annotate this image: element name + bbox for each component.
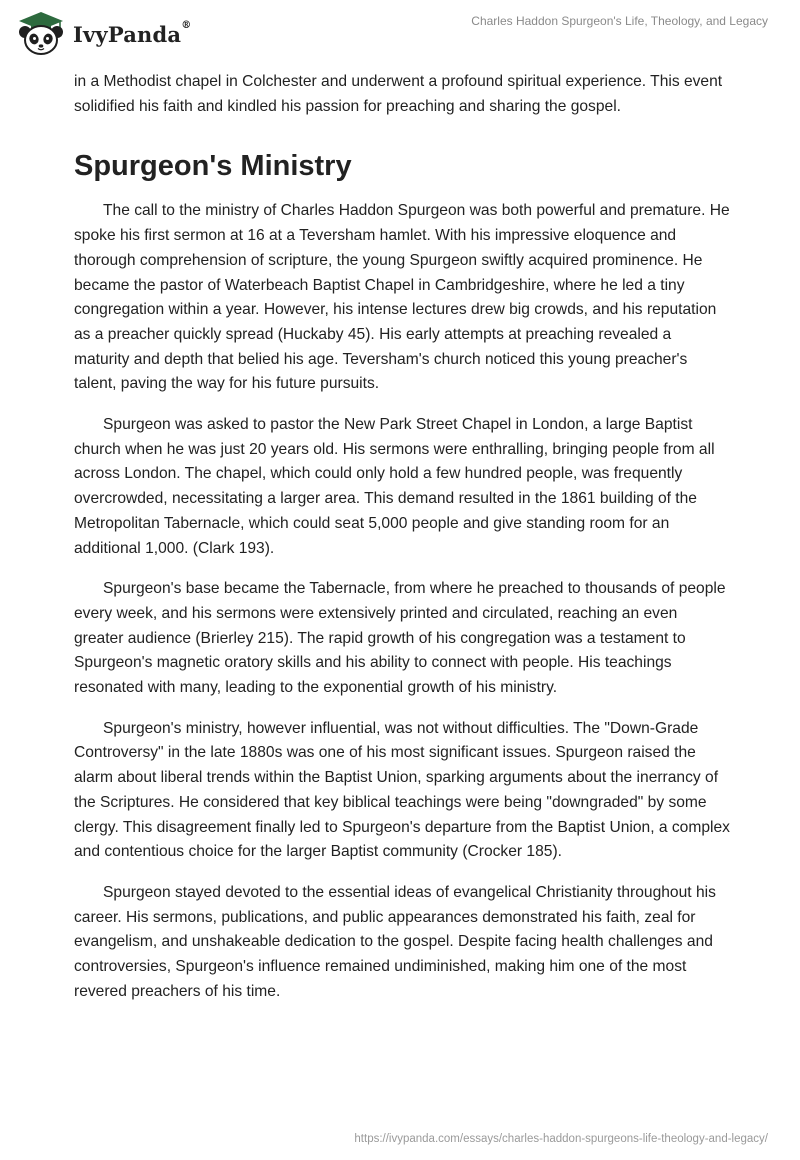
document-title: Charles Haddon Spurgeon's Life, Theology, and Legacy bbox=[471, 14, 768, 28]
paragraph: Spurgeon stayed devoted to the essential ideas of evangelical Christianity throughout his career. His sermons, publications, and public appearances demonstrated his faith, zeal for evangelism, and unshakeable dedication to the gospel. Despite facing health challenges and controversies, Spurgeon's influence remained undiminished, making him one of the most revered preachers of his time. bbox=[74, 883, 716, 1000]
section-heading: Spurgeon's Ministry bbox=[74, 150, 352, 183]
essay-content bbox=[74, 70, 730, 1005]
paragraph: The call to the ministry of Charles Haddon Spurgeon was both powerful and premature. He spoke his first sermon at 16 at a Teversham hamlet. With his impressive eloquence and thorough comprehension of scripture, the young Spurgeon swiftly acquired prominence. He became the pastor of Waterbeach Baptist Chapel in Cambridgeshire, where he led a tiny congregation within a year. However, his intense lectures drew big crowds, and his reputation as a preacher quickly spread (Huckaby 45). His early attempts at preaching revealed a maturity and depth that belied his age. Teversham's church noticed this young preacher's talent, paving the way for his future pursuits. bbox=[74, 202, 730, 393]
paragraph: Spurgeon's ministry, however influential, was not without difficulties. The "Down-Grade Controversy" in the late 1880s was one of his most significant issues. Spurgeon raised the alarm about liberal trends within the Baptist Union, sparking arguments about the inerrancy of the Scriptures. He considered that key biblical teachings were being "downgraded" by some clergy. This disagreement finally led to Spurgeon's departure from the Baptist Union, a complex and contentious choice for the larger Baptist community (Crocker 185). bbox=[74, 719, 730, 861]
source-url-link[interactable]: https://ivypanda.com/essays/charles-haddon-spurgeons-life-theology-and-legacy/ bbox=[354, 1133, 768, 1145]
page-header bbox=[0, 0, 800, 70]
logo-text: IvyPanda® bbox=[73, 19, 192, 47]
paragraph: Spurgeon's base became the Tabernacle, from where he preached to thousands of people every week, and his sermons were extensively printed and circulated, reaching an even greater audience (Brierley 215). The rapid growth of his congregation was a testament to Spurgeon's magnetic oratory skills and his ability to connect with people. His teachings resonated with many, leading to the exponential growth of his ministry. bbox=[74, 580, 726, 697]
paragraph: Spurgeon was asked to pastor the New Park Street Chapel in London, a large Baptist church when he was just 20 years old. His sermons were enthralling, bringing people from all across London. The chapel, which could only hold a few hundred people, was frequently overcrowded, necessitating a larger area. This demand resulted in the 1861 building of the Metropolitan Tabernacle, which could seat 5,000 people and give standing room for an additional 1,000. (Clark 193). bbox=[74, 416, 715, 557]
panda-graduate-icon bbox=[15, 10, 67, 56]
ivypanda-logo[interactable] bbox=[15, 10, 191, 56]
intro-paragraph: in a Methodist chapel in Colchester and underwent a profound spiritual experience. This event solidified his faith and kindled his passion for preaching and sharing the gospel. bbox=[74, 73, 723, 115]
